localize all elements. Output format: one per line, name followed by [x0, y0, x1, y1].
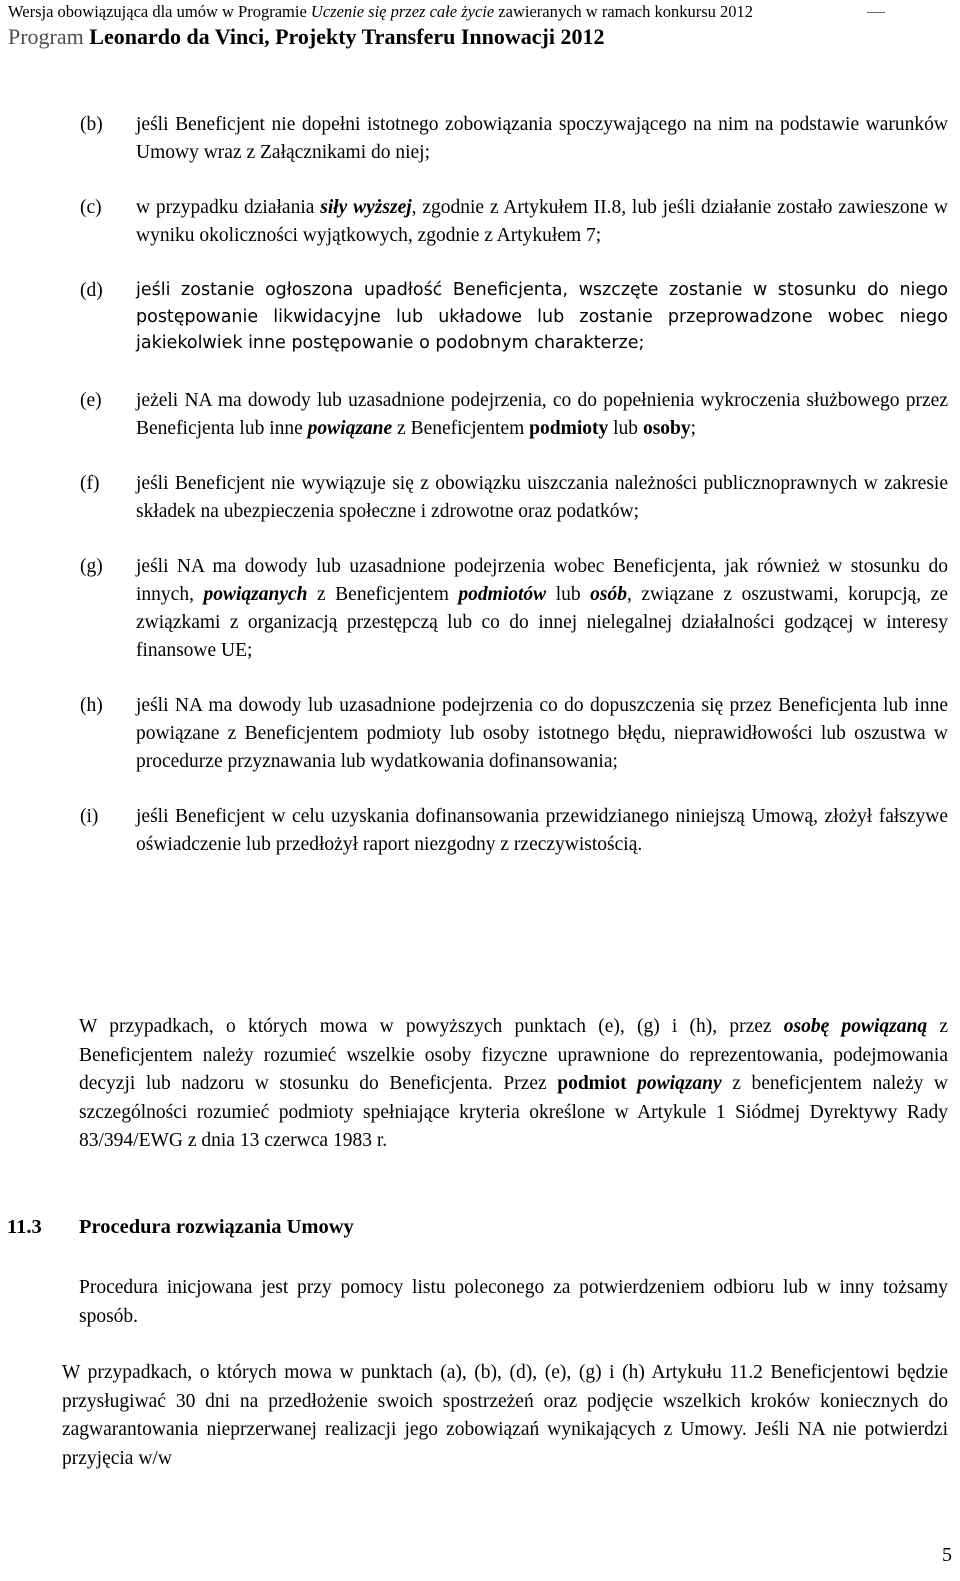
header-dash	[867, 12, 885, 13]
procedure-paragraph: Procedura inicjowana jest przy pomocy listu poleconego za potwierdzeniem odbioru lub w inny tożsamy sposób.	[79, 1277, 948, 1327]
section-title: Procedura rozwiązania Umowy	[79, 1216, 354, 1238]
list-item-g	[80, 553, 948, 665]
item-label: (c)	[80, 197, 102, 218]
item-label: (d)	[80, 280, 103, 301]
item-label: (g)	[80, 555, 103, 577]
item-label: (b)	[80, 114, 103, 135]
page-number: 5	[942, 1544, 952, 1566]
item-text: jeśli Beneficjent w celu uzyskania dofinansowania przewidzianego niniejszą Umową, złożył fałszywe oświadczenie lub przedłożył raport niezgodny z rzeczywistością.	[136, 805, 948, 855]
header-text: zawieranych w ramach konkursu 2012	[494, 2, 754, 21]
item-text: jeżeli NA ma dowody lub uzasadnione podejrzenia, co do popełnienia wykroczenia służbowego przez Beneficjenta lub inne powiązane z Beneficjentem podmioty lub osoby;	[136, 389, 948, 439]
item-text: jeśli zostanie ogłoszona upadłość Beneficjenta, wszczęte zostanie w stosunku do niego postępowanie likwidacyjne lub układowe lub zostanie przeprowadzone wobec niego jakiekolwiek inne postępowanie o podobnym charakterze;	[136, 280, 948, 353]
list-item-d	[80, 277, 948, 357]
program-title: Leonardo da Vinci, Projekty Transferu Innowacji 2012	[89, 24, 605, 49]
item-label: (i)	[80, 805, 99, 827]
list-item-e	[80, 387, 948, 443]
item-text: jeśli NA ma dowody lub uzasadnione podejrzenia wobec Beneficjenta, jak również w stosunku do innych, powiązanych z Beneficjentem podmiotów lub osób, związane z oszustwami, korupcją, ze związkami z organizacją przestępczą lub co do innej nielegalnej działalności godzącej w interesy finansowe UE;	[136, 555, 948, 661]
item-label: (f)	[80, 472, 100, 494]
header-text: Program	[8, 24, 90, 49]
section-heading	[7, 1216, 354, 1239]
list-item-b	[80, 111, 948, 167]
item-text: jeśli NA ma dowody lub uzasadnione podejrzenia co do dopuszczenia się przez Beneficjenta lub inne powiązane z Beneficjentem podmioty lub osoby istotnego błędu, nieprawidłowości lub oszustwa w procedurze przyznawania lub wydatkowania dofinansowania;	[136, 694, 948, 772]
list-item-h	[80, 692, 948, 776]
list-item-c	[80, 194, 948, 250]
header-text: Wersja obowiązująca dla umów w Programie	[8, 2, 311, 21]
item-text: jeśli Beneficjent nie wywiązuje się z obowiązku uiszczania należności publicznoprawnych w zakresie składek na ubezpieczenia społeczne i zdrowotne oraz podatków;	[136, 472, 948, 522]
condition-list	[80, 111, 948, 886]
section-number: 11.3	[7, 1216, 42, 1238]
item-text: w przypadku działania siły wyższej, zgodnie z Artykułem II.8, lub jeśli działanie zostało zawieszone w wyniku okoliczności wyjątkowych, zgodnie z Artykułem 7;	[136, 197, 948, 246]
header-line-2	[8, 24, 604, 50]
list-item-i	[80, 803, 948, 859]
response-period-paragraph: W przypadkach, o których mowa w punktach (a), (b), (d), (e), (g) i (h) Artykułu 11.2 Beneficjentowi będzie przysługiwać 30 dni na przedłożenie swoich spostrzeżeń oraz podjęcie wszelkich kroków koniecznych do zagwarantowania nieprzerwanej realizacji jego zobowiązań wynikających z Umowy. Jeśli NA nie potwierdzi przyjęcia w/w	[62, 1362, 948, 1469]
list-item-f	[80, 470, 948, 526]
header-line-1	[8, 2, 753, 22]
item-label: (e)	[80, 389, 102, 411]
item-label: (h)	[80, 694, 103, 716]
related-persons-paragraph: W przypadkach, o których mowa w powyższych punktach (e), (g) i (h), przez osobę powiązaną z Beneficjentem należy rozumieć wszelkie osoby fizyczne uprawnione do reprezentowania, podejmowania decyzji lub nadzoru w stosunku do Beneficjenta. Przez podmiot powiązany z beneficjentem należy w szczególności rozumieć podmioty spełniające kryteria określone w Artykule 1 Siódmej Dyrektywy Rady 83/394/EWG z dnia 13 czerwca 1983 r.	[79, 1016, 949, 1151]
item-text: jeśli Beneficjent nie dopełni istotnego zobowiązania spoczywającego na nim na podstawie warunków Umowy wraz z Załącznikami do niej;	[136, 114, 948, 163]
program-name: Uczenie się przez całe życie	[310, 2, 495, 21]
